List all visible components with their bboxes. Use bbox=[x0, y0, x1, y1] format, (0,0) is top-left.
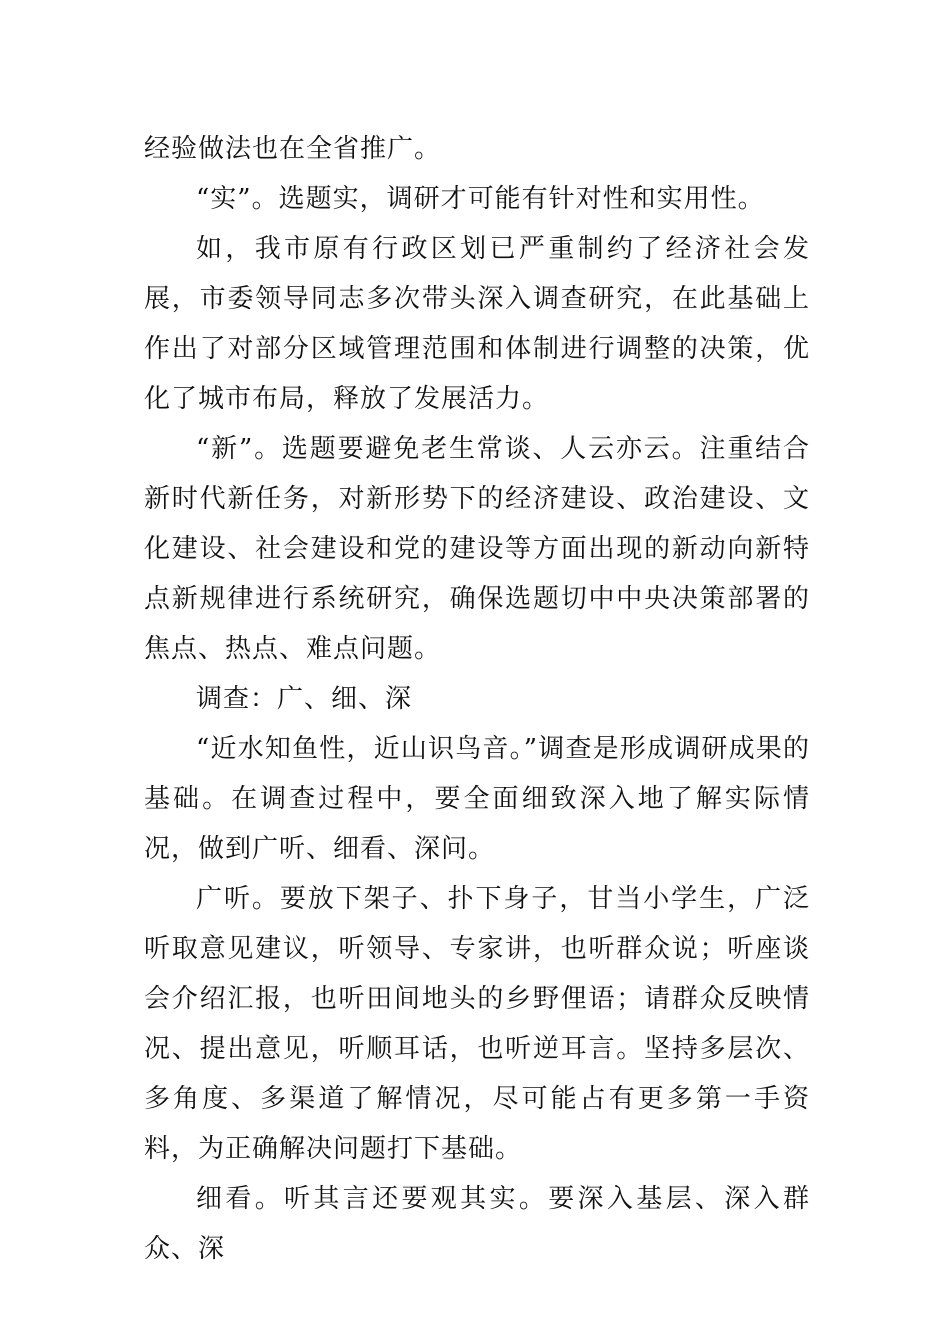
paragraph-example: 如，我市原有行政区划已严重制约了经济社会发展，市委领导同志多次带头深入调查研究，在此基础上作出了对部分区域管理范围和体制进行调整的决策，优化了城市布局，释放了发展活力。 bbox=[144, 234, 810, 414]
paragraph-xin: “新”。选题要避免老生常谈、人云亦云。注重结合新时代新任务，对新形势下的经济建设、政治建设、文化建设、社会建设和党的建设等方面出现的新动向新特点新规律进行系统研究，确保选题切中中央决策部署的焦点、热点、难点问题。 bbox=[144, 434, 810, 664]
paragraph-continuation: 经验做法也在全省推广。 bbox=[144, 134, 442, 164]
paragraph-xi-kan: 细看。听其言还要观其实。要深入基层、深入群众、深 bbox=[144, 1184, 810, 1264]
document-page bbox=[144, 124, 810, 1274]
section-heading-survey: 调查：广、细、深 bbox=[196, 684, 413, 714]
paragraph-survey-intro: “近水知鱼性，近山识鸟音。”调查是形成调研成果的基础。在调查过程中，要全面细致深入地了解实际情况，做到广听、细看、深问。 bbox=[144, 734, 810, 864]
paragraph-guang-ting: 广听。要放下架子、扑下身子，甘当小学生，广泛听取意见建议，听领导、专家讲，也听群众说；听座谈会介绍汇报，也听田间地头的乡野俚语；请群众反映情况、提出意见，听顺耳话，也听逆耳言。坚持多层次、多角度、多渠道了解情况，尽可能占有更多第一手资料，为正确解决问题打下基础。 bbox=[144, 884, 810, 1164]
paragraph-shi: “实”。选题实，调研才可能有针对性和实用性。 bbox=[196, 184, 765, 214]
